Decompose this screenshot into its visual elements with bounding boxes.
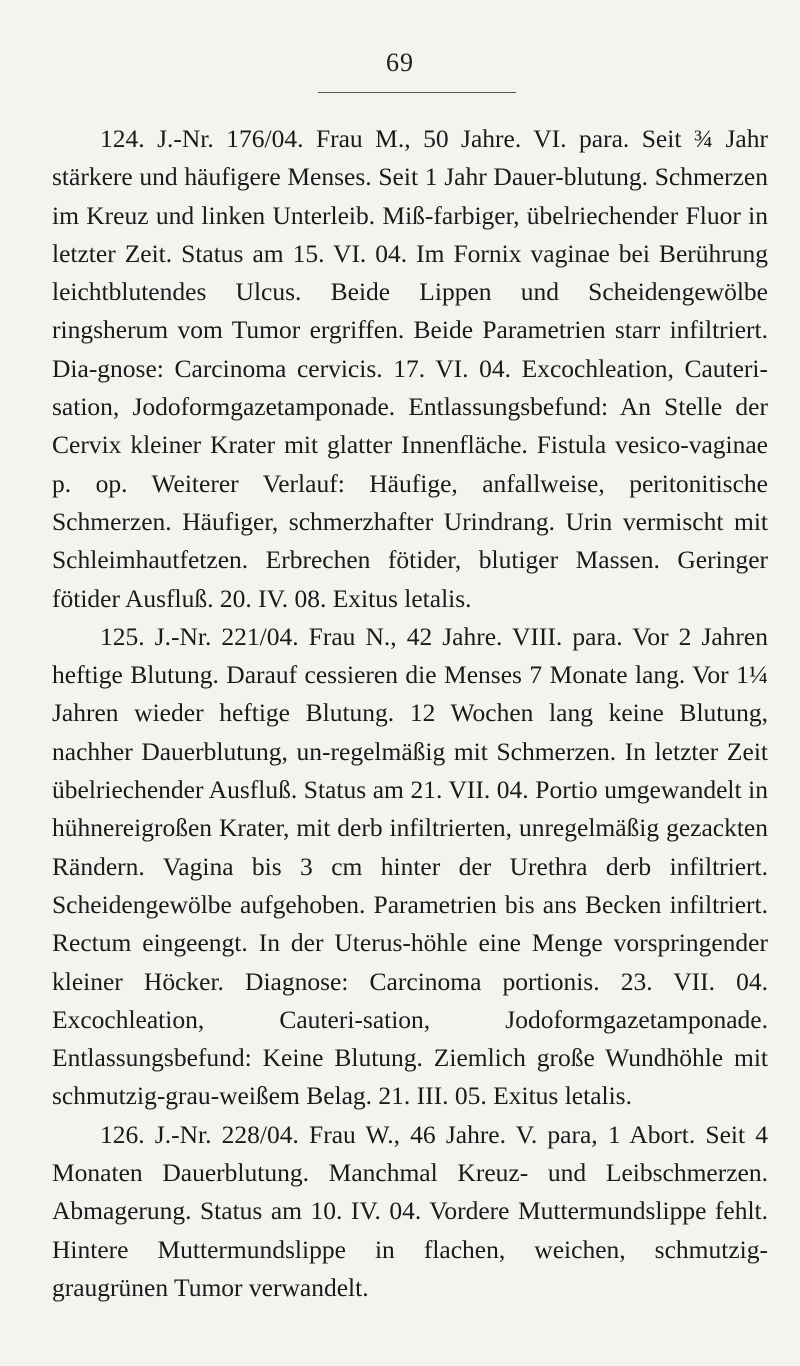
case-paragraph-126: 126. J.-Nr. 228/04. Frau W., 46 Jahre. V. para, 1 Abort. Seit 4 Monaten Dauerblutung. Manchmal Kreuz- und Leibschmerzen. Abmagerung. Status am 10. IV. 04. Vordere Muttermundslippe fehlt. Hintere Muttermundslippe in flachen, weichen, schmutzig-graugrünen Tumor verwandelt.	[52, 1119, 768, 1302]
case-paragraph-125: 125. J.-Nr. 221/04. Frau N., 42 Jahre. VIII. para. Vor 2 Jahren heftige Blutung. Darauf cessieren die Menses 7 Monate lang. Vor 1¼ Jahren wieder heftige Blutung. 12 Wochen lang keine Blutung, nachher Dauerblutung, un-regelmäßig mit Schmerzen. In letzter Zeit übelriechender Ausfluß. Status am 21. VII. 04. Portio umgewandelt in hühnereigroßen Krater, mit derb infiltrierten, unregelmäßig gezackten Rändern. Vagina bis 3 cm hinter der Urethra derb infiltriert. Scheidengewölbe aufgehoben. Parametrien bis ans Becken infiltriert. Rectum eingeengt. In der Uterus-höhle eine Menge vorspringender kleiner Höcker. Diagnose: Carcinoma portionis. 23. VII. 04. Excochleation, Cauteri-sation, Jodoformgazetamponade. Entlassungsbefund: Keine Blutung. Ziemlich große Wundhöhle mit schmutzig-grau-weißem Belag. 21. III. 05. Exitus letalis.	[52, 621, 768, 1111]
case-paragraph-124: 124. J.-Nr. 176/04. Frau M., 50 Jahre. VI. para. Seit ¾ Jahr stärkere und häufigere Menses. Seit 1 Jahr Dauer-blutung. Schmerzen im Kreuz und linken Unterleib. Miß-farbiger, übelriechender Fluor in letzter Zeit. Status am 15. VI. 04. Im Fornix vaginae bei Berührung leichtblutendes Ulcus. Beide Lippen und Scheidengewölbe ringsherum vom Tumor ergriffen. Beide Parametrien starr infiltriert. Dia-gnose: Carcinoma cervicis. 17. VI. 04. Excochleation, Cauteri-sation, Jodoformgazetamponade. Entlassungsbefund: An Stelle der Cervix kleiner Krater mit glatter Innenfläche. Fistula vesico-vaginae p. op. Weiterer Verlauf: Häufige, anfallweise, peritonitische Schmerzen. Häufiger, schmerzhafter Urindrang. Urin vermischt mit Schleimhautfetzen. Erbrechen fötider, blutiger Massen. Geringer fötider Ausfluß. 20. IV. 08. Exitus letalis.	[52, 124, 768, 613]
page-number: 69	[386, 48, 414, 77]
page-number-rule	[318, 92, 516, 93]
body-text	[52, 120, 768, 1307]
